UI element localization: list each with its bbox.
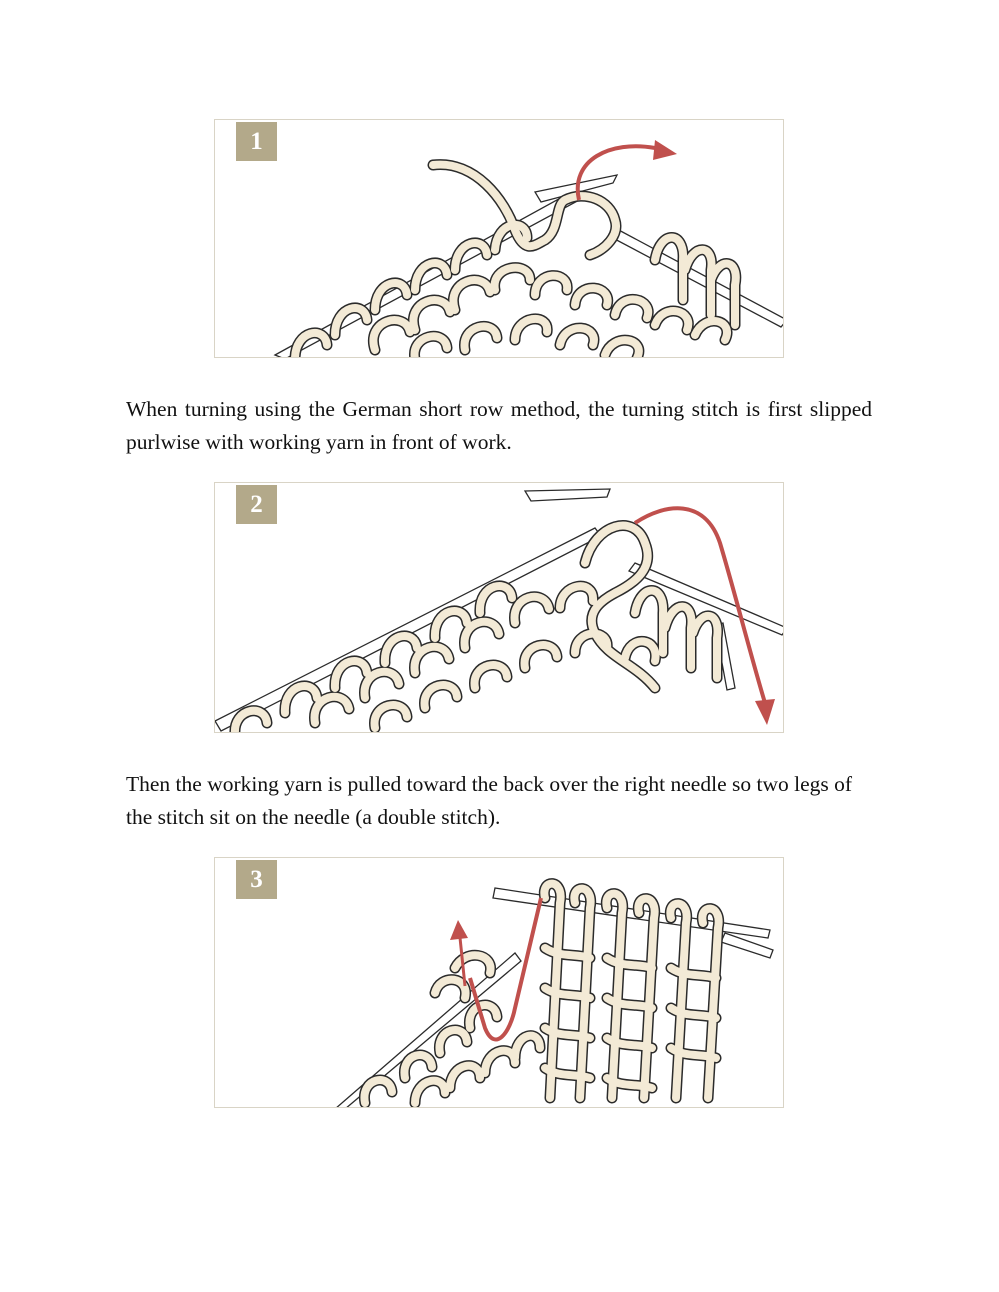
instruction-paragraph-1: When turning using the German short row method, the turning stitch is first slipped purlwise with working yarn in front of work. <box>126 397 872 454</box>
step-number-badge: 2 <box>236 485 277 524</box>
figure-step-2 <box>214 482 784 733</box>
figure-step-1 <box>214 119 784 358</box>
instruction-paragraph-2: Then the working yarn is pulled toward the back over the right needle so two legs of the stitch sit on the needle (a double stitch). <box>126 772 853 829</box>
knitting-illustration-step-3 <box>215 858 784 1108</box>
knitting-illustration-step-1 <box>215 120 784 358</box>
step-number-badge: 1 <box>236 122 277 161</box>
figure-step-3 <box>214 857 784 1108</box>
step-number-badge: 3 <box>236 860 277 899</box>
knitting-illustration-step-2 <box>215 483 784 733</box>
